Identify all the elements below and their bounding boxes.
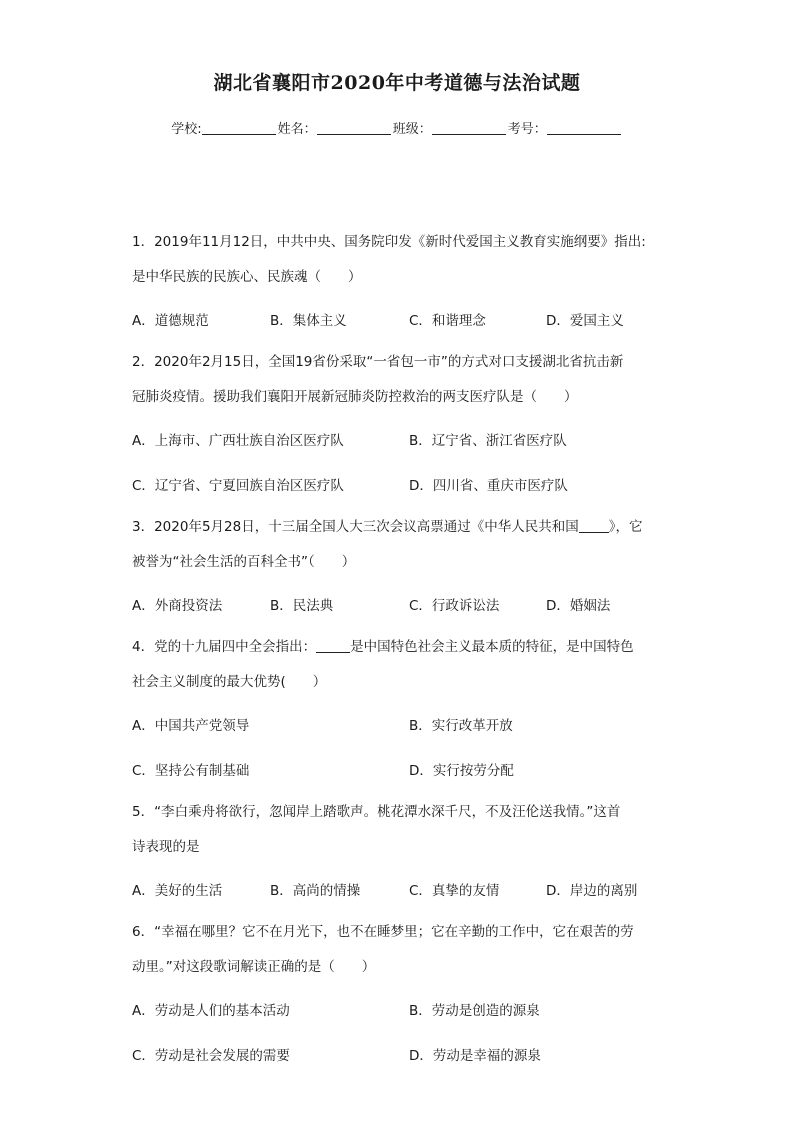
- question-4-options-row-1: [132, 714, 672, 734]
- question-2-stem-line-1: 2．2020年2月15日，全国19省份采取“一省包一市”的方式对口支援湖北省抗击新: [132, 354, 624, 370]
- question-2-option-b[interactable]: B．辽宁省、浙江省医疗队: [409, 433, 567, 449]
- question-5-option-c[interactable]: C．真挚的友情: [409, 883, 500, 899]
- question-5-options: [132, 879, 672, 899]
- question-5: [132, 795, 672, 865]
- question-6-option-d[interactable]: D．劳动是幸福的源泉: [409, 1048, 541, 1064]
- school-blank[interactable]: [202, 120, 276, 135]
- question-3-fill-blank: [579, 518, 609, 533]
- question-2: [132, 345, 672, 415]
- question-4-options-row-2: [132, 759, 672, 779]
- question-1-option-b[interactable]: B．集体主义: [270, 313, 347, 329]
- question-1-option-d[interactable]: D．爱国主义: [546, 313, 624, 329]
- question-1-option-a[interactable]: A．道德规范: [132, 313, 209, 329]
- question-6-stem-line-1: 6．“幸福在哪里？它不在月光下，也不在睡梦里；它在辛勤的工作中，它在艰苦的劳: [132, 924, 634, 940]
- question-6-options-row-2: [132, 1044, 672, 1064]
- class-label: 班级：: [392, 122, 432, 137]
- question-4-option-d[interactable]: D．实行按劳分配: [409, 763, 514, 779]
- question-6: [132, 915, 672, 985]
- question-3-stem-part-1: 3．2020年5月28日，十三届全国人大三次会议高票通过《中华人民共和国: [132, 519, 579, 535]
- question-4-option-b[interactable]: B．实行改革开放: [409, 718, 513, 734]
- page-title: 湖北省襄阳市2020年中考道德与法治试题: [213, 72, 581, 94]
- student-info-line: [0, 118, 794, 137]
- question-5-option-a[interactable]: A．美好的生活: [132, 883, 223, 899]
- question-4-stem-part-2: 是中国特色社会主义最本质的特征，是中国特色: [350, 639, 634, 655]
- class-blank[interactable]: [432, 120, 506, 135]
- question-6-stem-line-2: 动里。”对这段歌词解读正确的是（ ）: [132, 959, 376, 975]
- question-3-option-c[interactable]: C．行政诉讼法: [409, 598, 500, 614]
- question-2-options-row-1: [132, 429, 672, 449]
- question-3-option-b[interactable]: B．民法典: [270, 598, 334, 614]
- question-6-option-c[interactable]: C．劳动是社会发展的需要: [132, 1048, 290, 1064]
- question-6-option-a[interactable]: A．劳动是人们的基本活动: [132, 1003, 290, 1019]
- question-4-fill-blank: [316, 638, 350, 653]
- question-2-stem-line-2: 冠肺炎疫情。援助我们襄阳开展新冠肺炎防控救治的两支医疗队是（ ）: [132, 389, 578, 405]
- question-6-options-row-1: [132, 999, 672, 1019]
- question-4: [132, 630, 672, 700]
- question-4-option-a[interactable]: A．中国共产党领导: [132, 718, 250, 734]
- question-5-option-d[interactable]: D．岸边的离别: [546, 883, 638, 899]
- name-blank[interactable]: [317, 120, 391, 135]
- question-2-option-d[interactable]: D．四川省、重庆市医疗队: [409, 478, 568, 494]
- question-3-option-a[interactable]: A．外商投资法: [132, 598, 223, 614]
- question-5-stem-line-1: 5．“李白乘舟将欲行，忽闻岸上踏歌声。桃花潭水深千尺，不及汪伦送我情。”这首: [132, 804, 621, 820]
- exam-number-blank[interactable]: [547, 120, 621, 135]
- exam-number-label: 考号：: [507, 122, 547, 137]
- question-5-stem-line-2: 诗表现的是: [132, 839, 200, 855]
- question-3-stem-part-2: 》，它: [608, 519, 643, 535]
- question-1-option-c[interactable]: C．和谐理念: [409, 313, 486, 329]
- question-1-stem-line-2: 是中华民族的民族心、民族魂（ ）: [132, 269, 362, 285]
- question-3: [132, 510, 672, 580]
- question-3-stem-line-1: [132, 510, 672, 545]
- question-3-option-d[interactable]: D．婚姻法: [546, 598, 611, 614]
- question-4-stem-part-1: 4．党的十九届四中全会指出：: [132, 639, 317, 655]
- question-3-options: [132, 594, 672, 614]
- question-5-option-b[interactable]: B．高尚的情操: [270, 883, 361, 899]
- question-6-option-b[interactable]: B．劳动是创造的源泉: [409, 1003, 540, 1019]
- school-label: 学校:: [171, 122, 202, 137]
- name-label: 姓名：: [277, 122, 317, 137]
- question-2-option-c[interactable]: C．辽宁省、宁夏回族自治区医疗队: [132, 478, 344, 494]
- question-4-stem-line-2: 社会主义制度的最大优势( ）: [132, 674, 327, 690]
- question-2-option-a[interactable]: A．上海市、广西壮族自治区医疗队: [132, 433, 344, 449]
- question-3-stem-line-2: 被誉为“社会生活的百科全书”（ ）: [132, 554, 356, 570]
- question-1-options: [132, 309, 672, 329]
- question-1-stem-line-1: 1．2019年11月12日，中共中央、国务院印发《新时代爱国主义教育实施纲要》指出:: [132, 234, 646, 250]
- question-4-option-c[interactable]: C．坚持公有制基础: [132, 763, 250, 779]
- question-2-options-row-2: [132, 474, 672, 494]
- question-1: [132, 225, 672, 295]
- question-4-stem-line-1: [132, 630, 672, 665]
